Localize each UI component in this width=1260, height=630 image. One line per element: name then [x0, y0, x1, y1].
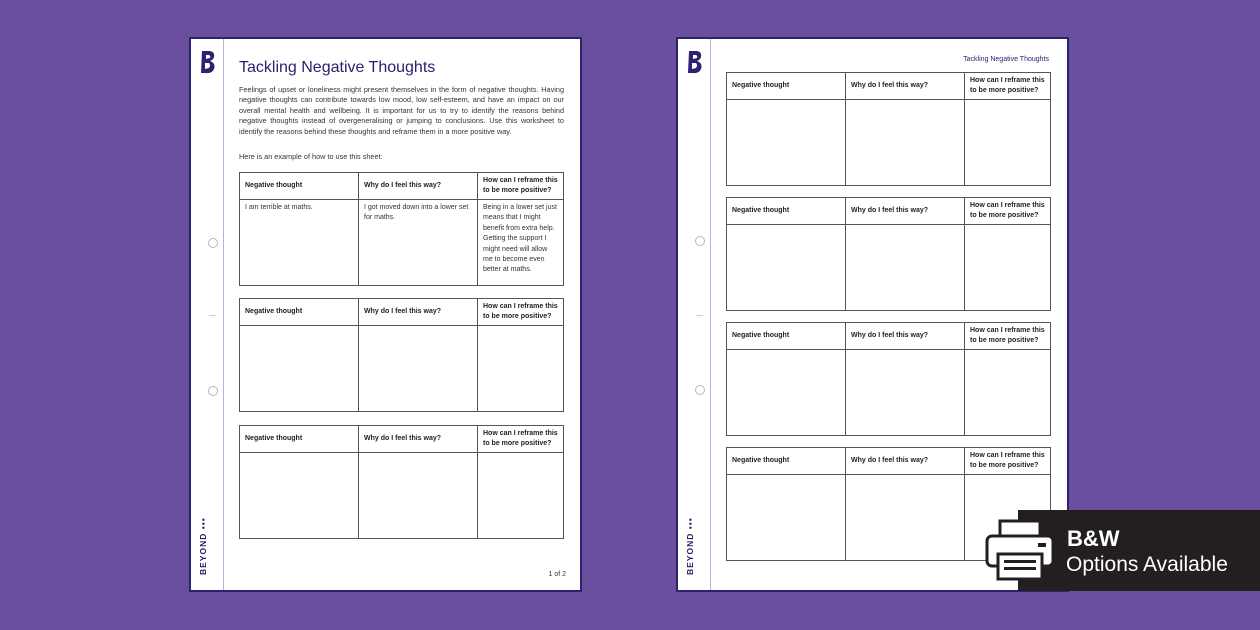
table-row	[727, 350, 1051, 436]
table-header-row	[240, 173, 564, 200]
badge-subtitle: Options Available	[1066, 553, 1228, 576]
blank-cell[interactable]	[478, 453, 564, 539]
worksheet-table	[726, 322, 1051, 436]
fold-mark	[209, 315, 216, 316]
table-header-row	[727, 323, 1051, 350]
table-cell: Being in a lower set just means that I might benefit from extra help. Getting the support I might need will allow me to become even better at maths.	[478, 200, 564, 286]
table-row	[240, 200, 564, 286]
table-header-row	[727, 73, 1051, 100]
worksheet-table	[239, 425, 564, 539]
column-header: Why do I feel this way?	[846, 198, 965, 225]
column-header: Negative thought	[727, 448, 846, 475]
margin-line	[710, 39, 711, 590]
worksheet-table	[726, 72, 1051, 186]
blank-cell[interactable]	[727, 225, 846, 311]
column-header: Why do I feel this way?	[846, 323, 965, 350]
blank-cell[interactable]	[965, 350, 1051, 436]
blank-cell[interactable]	[359, 326, 478, 412]
badge-title: B&W	[1067, 526, 1120, 551]
column-header: Why do I feel this way?	[846, 73, 965, 100]
column-header: How can I reframe this to be more positive?	[478, 299, 564, 326]
blank-cell[interactable]	[359, 453, 478, 539]
blank-cell[interactable]	[846, 100, 965, 186]
blank-cell[interactable]	[727, 100, 846, 186]
column-header: How can I reframe this to be more positive?	[965, 323, 1051, 350]
column-header: Why do I feel this way?	[846, 448, 965, 475]
intro-paragraph: Feelings of upset or loneliness might present themselves in the form of negative thoughts. Having negative thoughts can contribute towards low mood, low self-esteem, and have an impact on our overall mental health and wellbeing. It is important for us to try to identify the reasons behind negative thoughts instead of overgeneralising or jumping to conclusions. Use this worksheet to identify the reasons behind these thoughts and reframe them in a more positive way.	[239, 85, 564, 136]
blank-cell[interactable]	[727, 350, 846, 436]
worksheet-table	[239, 298, 564, 412]
blank-cell[interactable]	[240, 326, 359, 412]
column-header: Why do I feel this way?	[359, 426, 478, 453]
brand-logo-icon	[686, 49, 704, 75]
binder-hole	[208, 238, 218, 248]
table-header-row	[727, 448, 1051, 475]
side-brand-text: BEYOND ▪▪▪	[685, 517, 695, 575]
column-header: Negative thought	[240, 173, 359, 200]
column-header: How can I reframe this to be more positive?	[965, 73, 1051, 100]
margin-line	[223, 39, 224, 590]
column-header: Why do I feel this way?	[359, 173, 478, 200]
binder-hole	[695, 236, 705, 246]
page-title: Tackling Negative Thoughts	[239, 59, 436, 76]
table-row	[240, 326, 564, 412]
column-header: Negative thought	[727, 323, 846, 350]
worksheet-page-2	[676, 37, 1069, 592]
column-header: How can I reframe this to be more positive?	[965, 448, 1051, 475]
worksheet-page-1	[189, 37, 582, 592]
page-header: Tackling Negative Thoughts	[963, 56, 1049, 63]
table-row	[240, 453, 564, 539]
column-header: How can I reframe this to be more positive?	[478, 173, 564, 200]
example-table	[239, 172, 564, 286]
blank-cell[interactable]	[846, 475, 965, 561]
table-cell: I am terrible at maths.	[240, 200, 359, 286]
column-header: Negative thought	[727, 198, 846, 225]
column-header: Why do I feel this way?	[359, 299, 478, 326]
blank-cell[interactable]	[965, 100, 1051, 186]
worksheet-table	[726, 197, 1051, 311]
table-row	[727, 225, 1051, 311]
blank-cell[interactable]	[846, 225, 965, 311]
column-header: Negative thought	[240, 426, 359, 453]
binder-hole	[695, 385, 705, 395]
printer-icon	[984, 519, 1056, 581]
table-header-row	[240, 299, 564, 326]
column-header: How can I reframe this to be more positive?	[965, 198, 1051, 225]
column-header: How can I reframe this to be more positive?	[478, 426, 564, 453]
example-label: Here is an example of how to use this sheet:	[239, 152, 383, 161]
blank-cell[interactable]	[846, 350, 965, 436]
brand-logo-icon	[199, 49, 217, 75]
column-header: Negative thought	[727, 73, 846, 100]
table-cell: I got moved down into a lower set for maths.	[359, 200, 478, 286]
table-header-row	[727, 198, 1051, 225]
blank-cell[interactable]	[240, 453, 359, 539]
blank-cell[interactable]	[727, 475, 846, 561]
table-row	[727, 100, 1051, 186]
blank-cell[interactable]	[478, 326, 564, 412]
binder-hole	[208, 386, 218, 396]
column-header: Negative thought	[240, 299, 359, 326]
table-header-row	[240, 426, 564, 453]
blank-cell[interactable]	[965, 225, 1051, 311]
page-number: 1 of 2	[548, 571, 566, 578]
fold-mark	[696, 315, 703, 316]
side-brand-text: BEYOND ▪▪▪	[198, 517, 208, 575]
